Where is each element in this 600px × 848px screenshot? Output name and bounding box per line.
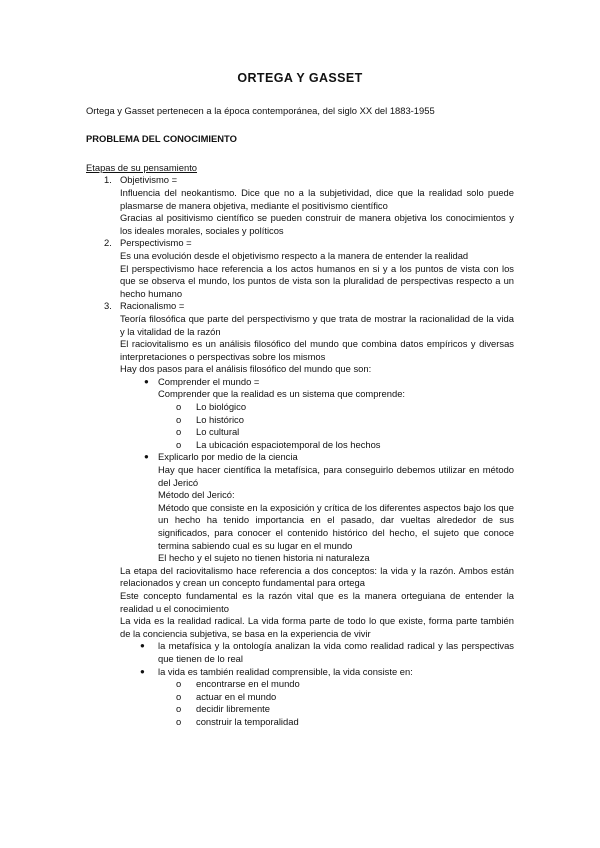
sub-item-text: construir la temporalidad	[196, 715, 299, 727]
closing-bullet	[86, 640, 514, 665]
sub-item-text: encontrarse en el mundo	[196, 678, 300, 690]
stages-heading: Etapas de su pensamiento	[86, 161, 198, 173]
stage-paragraph: Gracias al positivismo científico se pueden construir de manera objetiva los conocimientos y los ideales morales, sociales y políticos	[120, 212, 514, 236]
bullet-icon: ●	[140, 641, 145, 651]
section-heading: PROBLEMA DEL CONOCIMIENTO	[86, 133, 237, 145]
sub-item	[86, 414, 514, 427]
circle-bullet-icon: o	[176, 413, 182, 425]
stage-item	[86, 174, 514, 187]
bullet-icon: ●	[144, 376, 149, 386]
bullet-icon: ●	[140, 666, 145, 676]
closing-bullet	[86, 666, 514, 679]
stage-number: 2.	[104, 237, 112, 249]
step-line: Comprender que la realidad es un sistema que comprende:	[158, 388, 406, 400]
circle-bullet-icon: o	[176, 426, 182, 438]
step-line: Método que consiste en la exposición y crítica de los diferentes aspectos bajo los que un hecho ha tenido importancia en el pasado, dar vueltas alrededor de sus significados, para conocer el contenido histórico del hecho, el sujeto que conoce termina sabiendo cual es su lugar en el mundo	[158, 501, 514, 551]
step-title: Comprender el mundo =	[158, 375, 260, 387]
sub-item-text: Lo cultural	[196, 426, 240, 438]
document-title: ORTEGA Y GASSET	[237, 71, 363, 85]
sub-item	[86, 703, 514, 716]
closing-paragraph: La vida es la realidad radical. La vida forma parte de todo lo que existe, forma parte también de la conciencia subjetiva, se basa en la experiencia de vivir	[120, 615, 514, 639]
sub-item	[86, 691, 514, 704]
circle-bullet-icon: o	[176, 401, 182, 413]
sub-item	[86, 439, 514, 452]
sub-item	[86, 716, 514, 729]
sub-item-text: decidir libremente	[196, 703, 270, 715]
stage-item	[86, 300, 514, 313]
bullet-icon: ●	[144, 452, 149, 462]
circle-bullet-icon: o	[176, 703, 182, 715]
step-title: Explicarlo por medio de la ciencia	[158, 451, 298, 463]
analysis-step	[86, 451, 514, 464]
stage-item	[86, 237, 514, 250]
analysis-step	[86, 376, 514, 389]
sub-item-text: actuar en el mundo	[196, 690, 277, 702]
sub-item-text: Lo biológico	[196, 401, 247, 413]
sub-item	[86, 678, 514, 691]
sub-item-text: La ubicación espaciotemporal de los hechos	[196, 438, 381, 450]
step-line: Hay que hacer científica la metafísica, para conseguirlo debemos utilizar en método del Jericó	[158, 464, 514, 488]
stage-paragraph: Teoría filosófica que parte del perspectivismo y que trata de mostrar la racionalidad de la vida y la vitalidad de la razón	[120, 312, 514, 337]
step-line: El hecho y el sujeto no tienen historia ni naturaleza	[158, 552, 370, 564]
stage-name: Objetivismo =	[120, 174, 178, 186]
stage-number: 3.	[104, 300, 112, 312]
closing-paragraph: Este concepto fundamental es la razón vital que es la manera orteguiana de entender la realidad u el conocimiento	[120, 589, 514, 614]
stage-paragraph: Influencia del neokantismo. Dice que no a la subjetividad, dice que la realidad solo puede plasmarse de manera objetiva, mediante el positivismo científico	[120, 186, 514, 211]
closing-bullet-text: la vida es también realidad comprensible, la vida consiste en:	[158, 665, 413, 677]
sub-item-text: Lo histórico	[196, 413, 244, 425]
stage-paragraph: Hay dos pasos para el análisis filosófico del mundo que son:	[120, 363, 372, 375]
stage-paragraph: Es una evolución desde el objetivismo respecto a la manera de entender la realidad	[120, 249, 469, 261]
closing-bullet-text: la metafísica y la ontología analizan la vida como realidad radical y las perspectivas que tienen de lo real	[158, 640, 514, 664]
stage-number: 1.	[104, 174, 112, 186]
circle-bullet-icon: o	[176, 690, 182, 702]
circle-bullet-icon: o	[176, 438, 182, 450]
stage-name: Racionalismo =	[120, 300, 185, 312]
closing-paragraph: La etapa del raciovitalismo hace referencia a dos conceptos: la vida y la razón. Ambos están relacionados y crean un concepto fundamental para ortega	[120, 564, 514, 589]
sub-item	[86, 401, 514, 414]
stage-name: Perspectivismo =	[120, 237, 192, 249]
step-line: Método del Jericó:	[158, 489, 235, 501]
stage-paragraph: El raciovitalismo es un análisis filosófico del mundo que combina datos empíricos y diversas interpretaciones o perspectivas sobre los mismos	[120, 338, 514, 362]
intro-paragraph: Ortega y Gasset pertenecen a la época contemporánea, del siglo XX del 1883-1955	[86, 104, 435, 116]
circle-bullet-icon: o	[176, 678, 182, 690]
circle-bullet-icon: o	[176, 715, 182, 727]
sub-item	[86, 426, 514, 439]
stage-paragraph: El perspectivismo hace referencia a los actos humanos en si y a los puntos de vista con los que se observa el mundo, los puntos de vista son la pluralidad de perspectivas respecto a un hecho humano	[120, 262, 514, 299]
